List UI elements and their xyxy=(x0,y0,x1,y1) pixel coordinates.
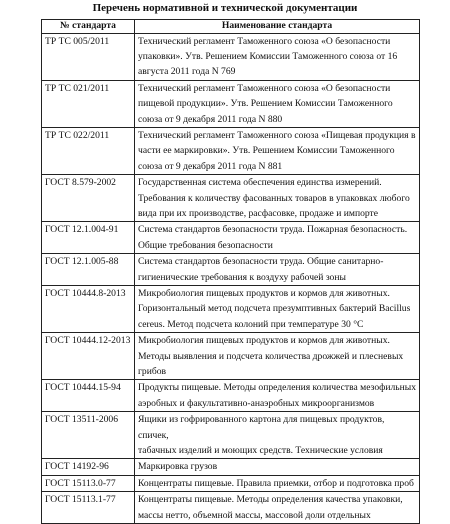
standard-name-line: грибов xyxy=(138,366,167,378)
standard-name-line: Требования к количеству фасованных товаров в упаковках любого xyxy=(138,192,410,204)
standard-name-line: Ящики из гофрированного картона для пищевых продуктов, спичек, xyxy=(138,414,385,441)
standard-name-line: Технический регламент Таможенного союза «О безопасности xyxy=(138,82,391,94)
standard-name-cell xyxy=(135,222,420,254)
standard-name-cell xyxy=(135,412,420,459)
standard-name-line: вида при их производстве, расфасовке, продаже и импорте xyxy=(138,207,378,219)
standard-name-cell xyxy=(135,459,420,475)
table-row xyxy=(42,175,420,222)
standard-name-cell xyxy=(135,175,420,222)
table-row xyxy=(42,80,420,127)
table-row xyxy=(42,412,420,459)
standard-name-line: пищевой продукции». Утв. Решением Комиссии Таможенного xyxy=(138,98,393,110)
standard-name-cell xyxy=(135,333,420,380)
standard-name-line: Микробиология пищевых продуктов и кормов для животных. xyxy=(138,288,390,299)
standard-name-line: Методы выявления и подсчета количества дрожжей и плесневых xyxy=(138,350,404,362)
standard-number-cell: ГОСТ 12.1.004-91 xyxy=(42,222,135,254)
standard-number-cell: ГОСТ 12.1.005-88 xyxy=(42,254,135,286)
standard-name-line: Концентраты пищевые. Правила приемки, отбор и подготовка проб xyxy=(138,477,414,489)
standard-name-cell xyxy=(135,492,420,524)
table-row xyxy=(42,333,420,380)
table-row xyxy=(42,475,420,491)
standard-number-cell: ГОСТ 10444.15-94 xyxy=(42,380,135,412)
document-title: Перечень нормативной и технической документации xyxy=(92,2,358,14)
table-row xyxy=(42,492,420,524)
standard-number-cell: ГОСТ 10444.12-2013 xyxy=(42,333,135,380)
standard-name-line: Система стандартов безопасности труда. Пожарная безопасность. xyxy=(138,224,408,236)
standard-name-line: части ее маркировки». Утв. Решением Комиссии Таможенного xyxy=(138,145,395,157)
standard-name-line: Маркировка грузов xyxy=(138,461,218,473)
standard-name-line: cereus. Метод подсчета колоний при температуре 30 °С xyxy=(138,318,364,330)
standard-name-line: Общие требования безопасности xyxy=(138,239,273,251)
standard-number-cell: ГОСТ 10444.8-2013 xyxy=(42,286,135,333)
standard-number-cell: ГОСТ 15113.1-77 xyxy=(42,492,135,524)
standard-name-line: Микробиология пищевых продуктов и кормов для животных. xyxy=(138,335,390,347)
standard-name-line: табачных изделий и моющих средств. Технические условия xyxy=(138,445,383,457)
standard-name-line: упаковки». Утв. Решением Комиссии Таможенного союза от 16 xyxy=(138,50,398,62)
table-row xyxy=(42,33,420,80)
table-row xyxy=(42,286,420,333)
standard-name-line: Государственная система обеспечения единства измерений. xyxy=(138,177,382,189)
standard-name-line: Технический регламент Таможенного союза «О безопасности xyxy=(138,35,391,47)
standard-name-cell xyxy=(135,33,420,80)
standard-number-cell: ТР ТС 022/2011 xyxy=(42,127,135,174)
standard-number-cell: ТР ТС 021/2011 xyxy=(42,80,135,127)
standard-name-line: гигиенические требования к воздуху рабочей зоны xyxy=(138,271,346,283)
standard-number-cell: ТР ТС 005/2011 xyxy=(42,33,135,80)
standard-name-line: Продукты пищевые. Методы определения количества мезофильных xyxy=(138,382,417,394)
standard-name-cell xyxy=(135,475,420,491)
standard-name-cell xyxy=(135,286,420,333)
standard-number-cell: ГОСТ 15113.0-77 xyxy=(42,475,135,491)
header-standard-name: Наименование стандарта xyxy=(135,20,420,34)
standard-name-line: августа 2011 года N 769 xyxy=(138,66,236,78)
standard-name-cell xyxy=(135,380,420,412)
standard-name-cell xyxy=(135,254,420,286)
header-standard-number: № стандарта xyxy=(42,20,135,34)
standard-name-line: Горизонтальный метод подсчета презумптивных бактерий Bacillus xyxy=(138,303,411,315)
standard-name-line: аэробных и факультативно-анаэробных микроорганизмов xyxy=(138,397,375,409)
standard-name-line: союза от 9 декабря 2011 года N 880 xyxy=(138,113,283,125)
table-header-row xyxy=(42,20,420,34)
table-row xyxy=(42,254,420,286)
table-row xyxy=(42,222,420,254)
table-row xyxy=(42,380,420,412)
standard-name-cell xyxy=(135,127,420,174)
standards-table xyxy=(41,19,420,524)
standard-name-line: Технический регламент Таможенного союза «Пищевая продукция в xyxy=(138,129,416,141)
table-row xyxy=(42,127,420,174)
standard-number-cell: ГОСТ 8.579-2002 xyxy=(42,175,135,222)
standard-name-line: Концентраты пищевые. Методы определения качества упаковки, xyxy=(138,494,403,506)
standard-name-line: союза от 9 декабря 2011 года N 881 xyxy=(138,160,283,172)
table-row xyxy=(42,459,420,475)
standard-number-cell: ГОСТ 13511-2006 xyxy=(42,412,135,459)
standard-name-line: массы нетто, объемной массы, массовой доли отдельных xyxy=(138,509,371,521)
standard-name-line: Система стандартов безопасности труда. Общие санитарно- xyxy=(138,256,384,268)
standard-name-cell xyxy=(135,80,420,127)
standard-number-cell: ГОСТ 14192-96 xyxy=(42,459,135,475)
